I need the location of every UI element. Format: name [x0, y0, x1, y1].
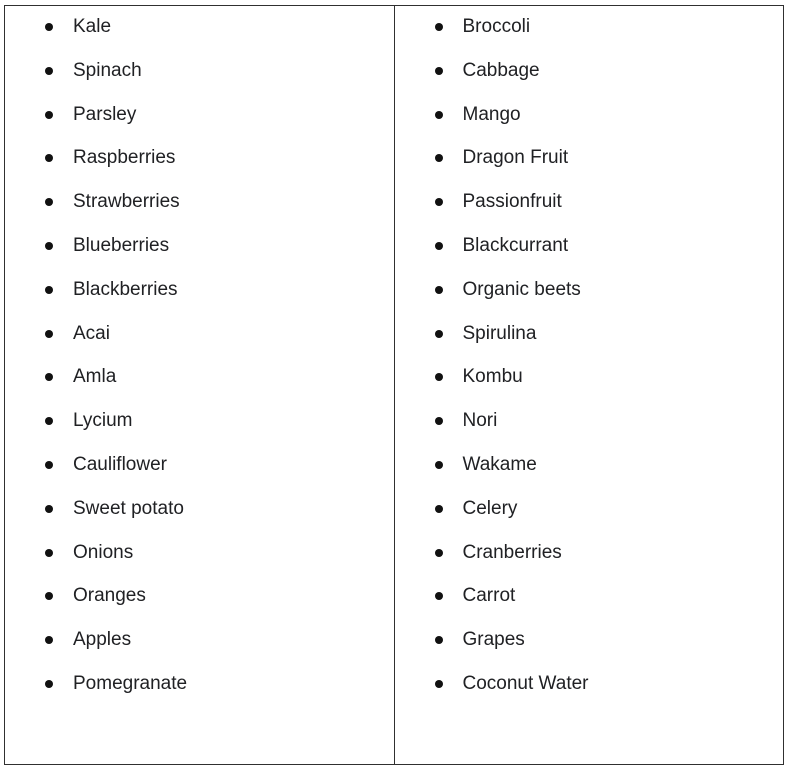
- list-item-label: Onions: [73, 541, 134, 563]
- list-item-label: Cauliflower: [73, 453, 167, 475]
- list-item-label: Cranberries: [462, 541, 562, 563]
- list-item: [5, 498, 394, 542]
- bullet-icon: [45, 23, 53, 31]
- list-item: [5, 191, 394, 235]
- bullet-icon: [45, 198, 53, 206]
- bullet-icon: [435, 154, 443, 162]
- list-item: [5, 104, 394, 148]
- bullet-icon: [45, 330, 53, 338]
- list-item: [5, 629, 394, 673]
- list-item-label: Organic beets: [462, 278, 581, 300]
- list-item: [395, 629, 784, 673]
- list-item-label: Blueberries: [73, 234, 170, 256]
- bullet-icon: [45, 592, 53, 600]
- list-item-label: Mango: [462, 103, 521, 125]
- list-item-label: Spirulina: [462, 322, 537, 344]
- list-item-label: Strawberries: [73, 191, 180, 213]
- bullet-icon: [45, 67, 53, 75]
- list-item-label: Oranges: [73, 585, 146, 607]
- bullet-icon: [45, 242, 53, 250]
- list-item: [5, 410, 394, 454]
- bullet-icon: [45, 286, 53, 294]
- list-item-label: Acai: [73, 322, 110, 344]
- list-item: [395, 673, 784, 717]
- list-item-label: Carrot: [462, 585, 516, 607]
- bullet-icon: [435, 592, 443, 600]
- list-item: [395, 60, 784, 104]
- bullet-list-left: [5, 16, 394, 717]
- list-item-label: Celery: [462, 497, 518, 519]
- list-item: [5, 585, 394, 629]
- list-item: [395, 279, 784, 323]
- bullet-icon: [45, 417, 53, 425]
- list-item: [395, 410, 784, 454]
- bullet-icon: [435, 286, 443, 294]
- bullet-icon: [435, 461, 443, 469]
- list-item: [395, 104, 784, 148]
- bullet-icon: [435, 549, 443, 557]
- bullet-icon: [45, 549, 53, 557]
- list-item-label: Kale: [73, 16, 112, 37]
- list-item-label: Kombu: [462, 366, 523, 388]
- list-item: [5, 279, 394, 323]
- list-item: [5, 323, 394, 367]
- list-item: [5, 235, 394, 279]
- list-item: [395, 366, 784, 410]
- list-item-label: Passionfruit: [462, 191, 562, 213]
- list-item: [395, 191, 784, 235]
- food-table: [4, 5, 784, 765]
- list-item-label: Dragon Fruit: [462, 147, 569, 169]
- bullet-icon: [435, 111, 443, 119]
- list-item-label: Apples: [73, 629, 132, 651]
- list-item-label: Spinach: [73, 59, 142, 81]
- bullet-icon: [45, 461, 53, 469]
- table-column-left: [5, 6, 394, 764]
- list-item: [5, 673, 394, 717]
- list-item-label: Blackcurrant: [462, 234, 569, 256]
- bullet-icon: [45, 636, 53, 644]
- bullet-icon: [435, 417, 443, 425]
- list-item-label: Raspberries: [73, 147, 176, 169]
- bullet-icon: [45, 373, 53, 381]
- list-item-label: Grapes: [462, 629, 525, 651]
- list-item: [395, 498, 784, 542]
- list-item-label: Blackberries: [73, 278, 178, 300]
- bullet-icon: [45, 680, 53, 688]
- list-item: [5, 366, 394, 410]
- list-item-label: Pomegranate: [73, 672, 188, 694]
- list-item: [395, 323, 784, 367]
- bullet-list-right: [395, 16, 784, 717]
- bullet-icon: [435, 636, 443, 644]
- list-item-label: Coconut Water: [462, 672, 589, 694]
- list-item: [5, 16, 394, 60]
- list-item: [395, 147, 784, 191]
- bullet-icon: [45, 505, 53, 513]
- bullet-icon: [435, 67, 443, 75]
- list-item: [395, 585, 784, 629]
- list-item-label: Wakame: [462, 453, 537, 475]
- list-item: [5, 542, 394, 586]
- bullet-icon: [435, 330, 443, 338]
- bullet-icon: [435, 198, 443, 206]
- list-item-label: Cabbage: [462, 59, 540, 81]
- list-item-label: Lycium: [73, 410, 133, 432]
- list-item-label: Broccoli: [462, 16, 531, 37]
- list-item: [5, 60, 394, 104]
- bullet-icon: [45, 154, 53, 162]
- bullet-icon: [435, 242, 443, 250]
- bullet-icon: [435, 373, 443, 381]
- bullet-icon: [435, 680, 443, 688]
- bullet-icon: [45, 111, 53, 119]
- list-item: [395, 542, 784, 586]
- bullet-icon: [435, 505, 443, 513]
- list-item-label: Nori: [462, 410, 498, 432]
- list-item: [395, 16, 784, 60]
- bullet-icon: [435, 23, 443, 31]
- list-item-label: Parsley: [73, 103, 137, 125]
- list-item-label: Amla: [73, 366, 117, 388]
- list-item: [395, 235, 784, 279]
- list-item-label: Sweet potato: [73, 497, 184, 519]
- list-item: [5, 454, 394, 498]
- list-item: [5, 147, 394, 191]
- list-item: [395, 454, 784, 498]
- table-column-right: [394, 6, 784, 764]
